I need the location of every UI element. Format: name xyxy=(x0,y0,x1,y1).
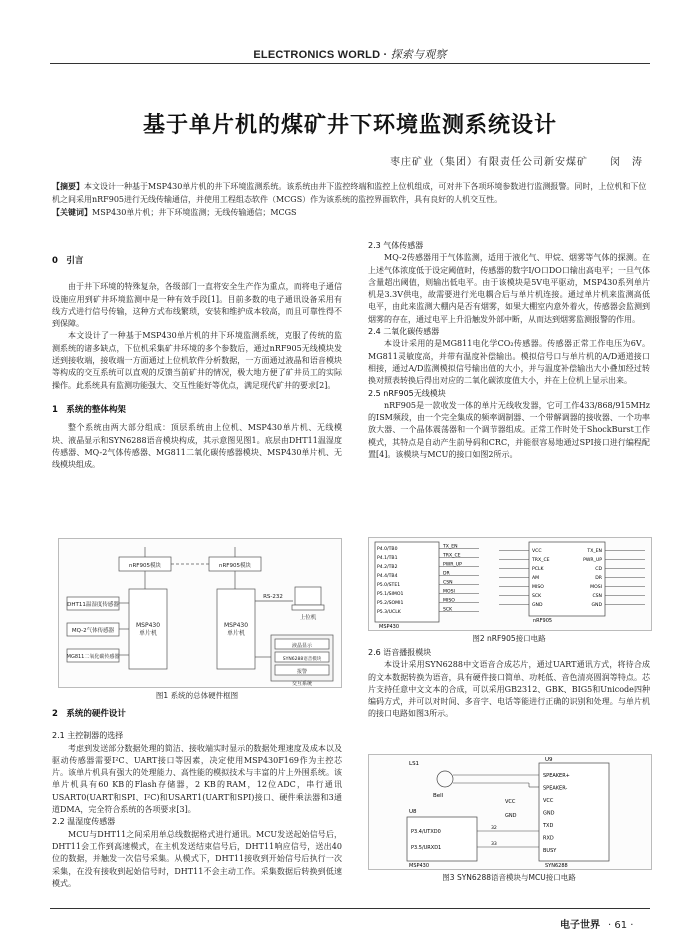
fig3-syn-pin: GND xyxy=(543,810,555,817)
fig1-wireless-right-label: nRF905模块 xyxy=(219,563,251,569)
footer-magazine: 电子世界 xyxy=(560,920,600,931)
gas-paragraph: MQ-2传感器用于气体监测，适用于液化气、甲烷、烟雾等气体的探测。在上述气体浓度低于设定阈值时，传感器的数字I/O口DO口输出高电平；一旦气体含量超出阈值，则输出低电平。由于该模块是5V电平驱动，MSP430系列单片机是3.3V供电，故需要进行光电耦合后与单片机连接。通过单片机来监测高低电平，由此来监测大棚内是否有烟雾，如果大棚室内意外着火，传感器会监测到烟雾的存在，通过电平上升沿触发外部中断，从而达到烟雾监测报警的作用。 xyxy=(368,253,650,324)
fig3-u8-label: U8 xyxy=(409,809,417,815)
fig1-mcu-left xyxy=(129,589,167,669)
section-hardware-heading: 2 系统的硬件设计 xyxy=(52,709,126,719)
mcu-paragraph: 考虑到发送部分数据处理的简洁、接收端实时显示的数据处理速度及成本以及驱动传感器需要I²C、UART接口等因素，决定使用MSP430F169作为主控芯片。该单片机具有强大的处理能力、高性能的模拟技术与丰富的片上外围系统。该单片机具有60 KB的Flash存储器，2 KB的RAM，12位ADC，串行通讯USART0(UART和SPI、I²C)和USART1(UART和SPI)接口、硬件乘法器和3通道DMA，完全符合系统的各项要求[3]。 xyxy=(52,743,342,815)
fig2-net-label: MISO xyxy=(443,598,455,604)
fig2-rf-label: nRF905 xyxy=(533,618,553,624)
fig2-mcu-label: MSP430 xyxy=(379,624,400,630)
fig1-rs232-label: RS-232 xyxy=(263,594,283,600)
fig2-mcu-pin: P4.1/TB1 xyxy=(377,556,398,561)
figure-3-svg xyxy=(369,755,651,869)
fig1-mcu-left-label: MSP430 xyxy=(135,622,161,629)
fig1-pc-base xyxy=(292,605,324,610)
figure-3-caption: 图3 SYN6288语音模块与MCU接口电路 xyxy=(442,873,576,882)
fig2-net-label: PWR_UP xyxy=(443,562,462,568)
fig3-pin-number: 32 xyxy=(491,826,497,831)
fig1-pc-label: 上位机 xyxy=(299,615,317,621)
fig3-mcu-pin: P3.5/URXD1 xyxy=(411,845,442,851)
figure-1-caption: 图1 系统的总体硬件框图 xyxy=(155,691,239,700)
fig1-mg811-label: MG811二氧化碳传感器 xyxy=(66,654,120,660)
fig3-vcc-label: VCC xyxy=(505,799,516,805)
author-line xyxy=(390,153,643,168)
fig2-net-label: SCK xyxy=(443,607,453,613)
fig1-pc-monitor xyxy=(295,587,321,605)
fig1-dht-label: DHT11温湿度传感器 xyxy=(67,602,119,608)
fig3-mcu-box xyxy=(407,817,477,861)
voice-paragraph: 本设计采用SYN6288中文语音合成芯片，通过UART通讯方式，将待合成的文本数据转换为语音，具有硬件接口简单、功耗低、音色清亮圆润等特点。芯片支持任意中文文本的合成，可以采用GB2312、GBK、BIG5和Unicode四种编码方式，并可以对时间、多音字、电话等能进行正确的识别和处理。与单片机的接口电路如图3所示。 xyxy=(368,660,650,719)
fig2-rf-pin-right: GND xyxy=(591,603,602,608)
fig1-voice-label: SYN6288语音模块 xyxy=(282,657,322,662)
fig2-mcu-pin: P5.1/SIMO1 xyxy=(377,592,404,597)
right-column xyxy=(368,240,650,461)
figure-3-circuit xyxy=(368,754,652,870)
figure-1-svg xyxy=(59,539,341,687)
fig2-rf-pin: TRX_CE xyxy=(532,558,550,563)
author-name: 闵 涛 xyxy=(610,157,643,168)
abstract-block xyxy=(52,180,648,220)
figure-2-caption: 图2 nRF905接口电路 xyxy=(472,634,546,643)
fig2-rf-pin: VCC xyxy=(532,549,542,554)
fig2-net-label: MOSI xyxy=(443,589,455,595)
fig3-syn-pin: SPEAKER- xyxy=(543,785,568,792)
fig3-ls-label: LS1 xyxy=(409,761,420,767)
header-brand: ELECTRONICS WORLD xyxy=(253,49,381,61)
subsection-voice-heading: 2.6 语音播报模块 xyxy=(368,648,432,657)
architecture-paragraph: 整个系统由两大部分组成：顶层系统由上位机、MSP430单片机、无线模块、液晶显示和SYN6288语音模块构成，其示意图见图1。底层由DHT11温湿度传感器、MQ-2气体传感器、MG811二氧化碳传感器模块、MSP430单片机、无线模块组成。 xyxy=(52,423,342,470)
header-rule xyxy=(50,63,650,64)
fig2-rf-pin-right: CD xyxy=(595,567,602,572)
fig2-mcu-pin: P4.2/TB2 xyxy=(377,565,398,570)
fig2-mcu-pin: P4.4/TB4 xyxy=(377,574,398,579)
fig1-alarm-label: 报警 xyxy=(296,669,308,675)
fig3-mcu-pin: P3.4/UTXD0 xyxy=(411,829,441,835)
co2-paragraph: 本设计采用的是MG811电化学CO₂传感器。传感器正常工作电压为6V。MG811灵敏度高，并带有温度补偿输出。模拟信号口与单片机的A/D通道接口相接，通过A/D监测模拟信号输出值的大小，并与温度补偿输出大小叠加经过转换对照表转换后得出对应的二氧化碳浓度值大小，并在上位机上显示出来。 xyxy=(368,339,650,386)
fig1-lcd-label: 液晶显示 xyxy=(291,643,313,649)
section-architecture-heading: 1 系统的整体构架 xyxy=(52,404,126,415)
fig2-net-label: DR xyxy=(443,571,450,577)
figure-2-circuit xyxy=(368,537,652,631)
subsection-dht-heading: 2.2 温湿度传感器 xyxy=(52,817,116,827)
fig3-syn-pin: VCC xyxy=(543,798,554,804)
intro-paragraph-1: 由于井下环境的特殊复杂，各级部门一直将安全生产作为重点，而将电子通信设施应用到矿井环境监测中是一种有效手段[1]。目前多数的电子通讯设备采用有线方式进行信号传输，这种方式布线繁琐，安装和维护成本较高，而且可靠性得不到保障。 xyxy=(52,282,342,329)
dht-paragraph: MCU与DHT11之间采用单总线数据格式进行通讯。MCU发送起始信号后，DHT11会工作到高速模式，在主机发送结束信号后，DHT11响应信号，送出40位的数据，并触发一次信号采集。从模式下，DHT11接收到开始信号后执行一次采集，在没有接收到起始信号时，DHT11不会主动工作。采集数据后转换到低速模式。 xyxy=(52,829,342,888)
fig3-syn-label: SYN6288 xyxy=(545,863,568,869)
fig3-syn-pin: BUSY xyxy=(543,848,557,854)
fig2-mcu-pin: P5.3/UCLK xyxy=(377,610,401,615)
fig3-mcu-label: MSP430 xyxy=(409,863,430,869)
fig2-rf-pin-right: TX_EN xyxy=(587,549,602,554)
nrf905-paragraph: nRF905是一款收发一体的单片无线收发器，它可工作433/868/915MHz的ISM频段，由一个完全集成的频率调制器、一个带解调器的接收器、一个功率放大器、一个晶体震荡器和一个调节器组成。正常工作时处于ShockBurst工作模式，其特点是自动产生前导码和CRC，并能很容易地通过SPI接口进行编程配置[4]。该模块与MCU的接口如图2所示。 xyxy=(368,400,650,460)
keywords-text: MSP430单片机；井下环境监测；无线传输通信；MCGS xyxy=(92,208,297,217)
running-header: ELECTRONICS WORLD · 探索与观察 xyxy=(253,49,447,61)
fig2-mcu-pin: P5.0/STE1 xyxy=(377,583,401,588)
section-intro-heading: 0 引言 xyxy=(52,256,84,266)
fig2-rf-pin-right: CSN xyxy=(592,594,602,599)
fig2-rf-pin: MISO xyxy=(532,585,544,590)
subsection-co2-heading: 2.4 二氧化碳传感器 xyxy=(368,327,440,337)
header-column: 探索与观察 xyxy=(390,49,447,61)
abstract-label: 【摘要】 xyxy=(52,181,84,191)
fig2-mcu-pin: P4.0/TB0 xyxy=(377,547,398,552)
right-column-lower xyxy=(368,647,650,721)
figure-1-block-diagram xyxy=(58,538,342,688)
subsection-nrf905-heading: 2.5 nRF905无线模块 xyxy=(368,388,446,398)
fig3-syn-pin: SPEAKER+ xyxy=(543,773,570,779)
fig1-mcu-right-label: MSP430 xyxy=(223,622,249,629)
footer-rule xyxy=(50,908,650,909)
fig2-rf-pin-right: PWR_UP xyxy=(583,558,602,563)
fig2-rf-pin: PCLK xyxy=(532,567,544,572)
fig1-mq2-label: MQ-2气体传感器 xyxy=(71,628,115,634)
fig3-syn-pin: RXD xyxy=(543,835,554,842)
fig2-rf-pin-right: MOSI xyxy=(590,585,602,590)
figure-2-svg xyxy=(369,538,651,630)
left-column xyxy=(52,255,342,471)
fig3-pin-number: 33 xyxy=(491,842,497,847)
keywords-label: 【关键词】 xyxy=(52,207,92,217)
left-column-lower xyxy=(52,708,342,890)
fig2-rf-pin: GND xyxy=(532,603,543,608)
fig2-mcu-pin: P5.2/SOMI1 xyxy=(377,601,404,606)
fig1-mcu-right xyxy=(217,589,255,669)
svg-text:单片机: 单片机 xyxy=(138,630,158,637)
fig1-wireless-left-label: nRF905模块 xyxy=(129,563,161,569)
author-affiliation: 枣庄矿业（集团）有限责任公司新安煤矿 xyxy=(390,157,588,168)
paper-title: 基于单片机的煤矿井下环境监测系统设计 xyxy=(142,113,557,138)
fig3-gnd-label: GND xyxy=(505,813,517,819)
fig2-rf-pin: SCK xyxy=(532,594,542,599)
fig2-rf-pin-right: DR xyxy=(595,576,602,581)
fig2-net-label: TRX_CE xyxy=(443,553,461,559)
fig2-net-label: CSN xyxy=(443,580,453,586)
abstract-text: 本文设计一种基于MSP430单片机的井下环境监测系统。该系统由井下监控终端和监控上位机组成，可对井下各项环境参数进行监测报警。同时，上位机和下位机之间采用nRF905进行无线传输通信，并使用工程组态软件（MCGS）作为该系统的监控界面软件，具有良好的人机交互性。 xyxy=(52,182,647,204)
fig3-bell-label: Bell xyxy=(433,793,444,799)
footer xyxy=(560,916,633,931)
fig2-rf-pin: AM xyxy=(532,576,540,581)
subsection-mcu-heading: 2.1 主控制器的选择 xyxy=(52,731,124,741)
page-number: · 61 · xyxy=(608,920,634,931)
svg-text:单片机: 单片机 xyxy=(226,630,246,637)
intro-paragraph-2: 本文设计了一种基于MSP430单片机的井下环境监测系统，克服了传统的监测系统的诸多缺点，下位机采集矿井环境的多个参数后，通过nRF905无线模块发送到接收端，接收端一方面通过上位机软件分析数据，一方面通过液晶和语音模块等构成的交互系统可以直观的反馈当前矿井的情况，极大地方便了矿井员工的实际操作。此系统具有监测功能强大、交互性能好等优点，满足现代矿井的要求[2]。 xyxy=(52,331,342,390)
subsection-gas-heading: 2.3 气体传感器 xyxy=(368,241,424,250)
fig2-net-label: TX_EN xyxy=(443,544,458,550)
fig3-syn-pin: TXD xyxy=(543,823,554,829)
fig1-interact-label: 交互系统 xyxy=(291,681,313,687)
fig3-bell-symbol xyxy=(437,771,453,787)
fig3-u9-label: U9 xyxy=(545,757,553,763)
